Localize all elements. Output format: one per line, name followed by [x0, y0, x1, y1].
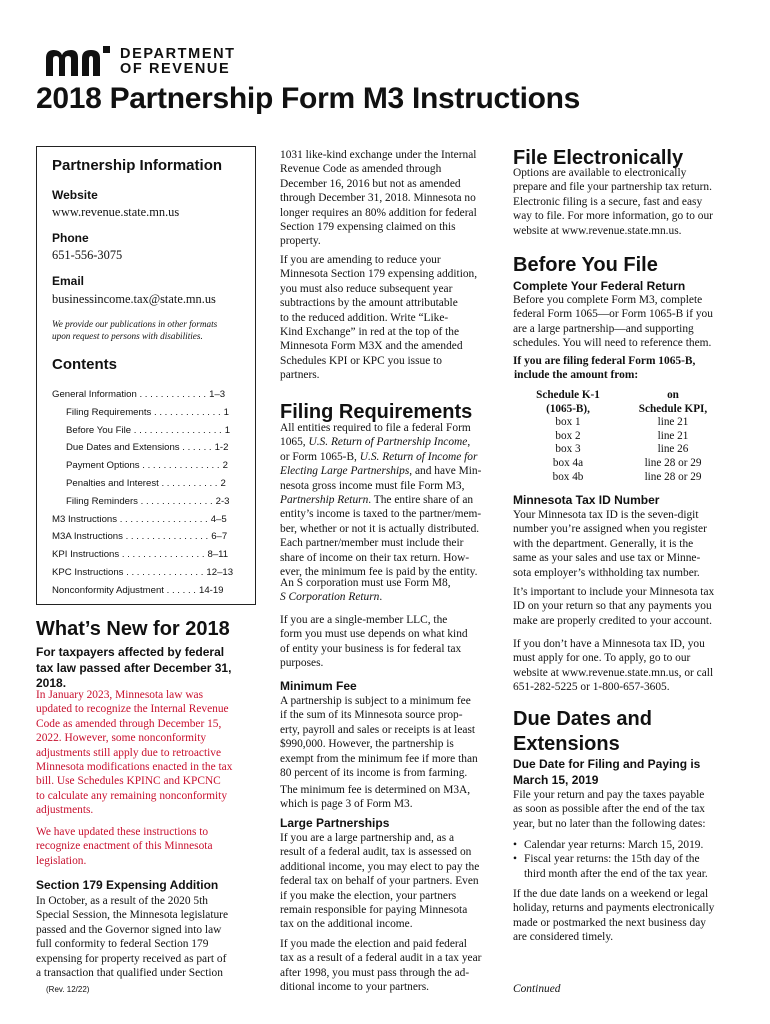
due-date-filing-heading: Due Date for Filing and Paying is March 15, 2019: [513, 757, 701, 787]
text-line: (1065-B),: [546, 402, 590, 415]
text-line: updated to recognize the Internal Revenue: [36, 703, 229, 716]
text-line: Section 179 expensing claimed on this: [280, 221, 456, 234]
file-electronically-paragraph: [513, 166, 713, 238]
page-title: 2018 Partnership Form M3 Instructions: [36, 82, 581, 115]
text-line: Each partner/member must include their: [280, 537, 464, 550]
toc-label: Filing Requirements: [66, 406, 152, 418]
text-line: Minnesota modifications enacted in the tax: [36, 761, 233, 774]
toc-entry[interactable]: [66, 425, 230, 436]
text-line: box 2: [555, 429, 581, 442]
text-line: website at www.revenue.state.mn.us, or call: [513, 666, 714, 679]
tax-id-paragraph: [513, 508, 707, 580]
toc-label: Penalties and Interest: [66, 478, 159, 489]
toc-label: M3 Instructions: [52, 513, 118, 525]
text-line: bill. Use Schedules KPINC and KPCNC: [36, 775, 221, 788]
text-line: Code as amended through December 15,: [36, 717, 222, 730]
logo-text: [120, 47, 236, 77]
toc-dots: . . . . . . . . . . .: [158, 478, 218, 489]
toc-page: 2: [222, 460, 228, 472]
text-line: longer requires an 80% addition for federal: [280, 206, 477, 219]
text-line: December 16, 2016 but not as amended: [280, 177, 461, 190]
toc-dots: . . . . . . . . . . . . . . . . .: [117, 513, 208, 525]
s-corporation-paragraph: [280, 576, 451, 605]
text-line: A partnership is subject to a minimum fee: [280, 695, 471, 707]
toc-page: 2-3: [215, 495, 230, 507]
text-line: which is page 3 of Form M3.: [280, 798, 413, 811]
text-line: federal Form 1065—or Form 1065-B if you: [513, 308, 713, 321]
contents-heading: Contents: [52, 356, 117, 373]
text-line: Electronic filing is a secure, fast and easy: [513, 195, 703, 208]
toc-label: KPC Instructions: [52, 567, 124, 578]
toc-dots: . . . . . . . . . . . . .: [151, 406, 221, 418]
weekend-holiday-paragraph: [513, 887, 714, 945]
text-line: federal tax on behalf of your partners. Even: [280, 875, 479, 888]
text-line: Partnership Return. The entire share of an: [280, 494, 474, 507]
text-line: Schedules KPI or KPC you issue to: [280, 354, 442, 367]
federal-audit-paragraph: [280, 937, 481, 995]
due-date-bullets: [513, 838, 708, 881]
email-label: Email: [52, 274, 85, 288]
text-line: $990,000. However, the partnership is: [280, 738, 454, 751]
toc-page: 4–5: [210, 513, 227, 525]
text-line: If you are amending to reduce your: [280, 254, 441, 266]
text-line: number you’re assigned when you register: [513, 523, 707, 536]
minimum-fee-determined-paragraph: [280, 783, 470, 812]
text-line: Special Session, the Minnesota legislature: [36, 909, 229, 922]
toc-dots: . . . . . . . . . . . . . . .: [123, 567, 204, 578]
text-line: remain responsible for paying Minnesota: [280, 904, 468, 917]
tax-id-heading: Minnesota Tax ID Number: [513, 493, 660, 507]
due-dates-heading: Due Dates and Extensions: [513, 708, 652, 755]
text-line: File your return and pay the taxes payable: [513, 789, 705, 801]
toc-entry[interactable]: [66, 460, 228, 471]
toc-dots: . . . . . .: [163, 584, 196, 596]
text-line: passed and the Governor signed into law: [36, 923, 222, 936]
text-line: third month after the end of the tax year.: [524, 867, 708, 880]
tax-id-apply-paragraph: [513, 637, 713, 695]
text-line: Before you complete Form M3, complete: [513, 294, 703, 306]
text-line: you must also reduce subsequent year: [280, 282, 453, 295]
text-line: with the department. Generally, it is the: [513, 537, 694, 550]
text-line: tax on the additional income.: [280, 918, 413, 931]
phone-label: Phone: [52, 231, 89, 245]
text-line: 2022. However, some nonconformity: [36, 732, 207, 745]
text-line: property.: [280, 235, 321, 248]
toc-dots: . . . . . . . . . . . . . . . . .: [131, 424, 222, 436]
text-line: are considered timely.: [513, 931, 614, 944]
text-line: Kind Exchange” in red at the top of the: [280, 326, 460, 339]
text-line: Fiscal year returns: the 15th day of the: [524, 853, 700, 866]
text-line: subtractions by the amount attributable: [280, 297, 458, 310]
text-line: ever, the minimum fee is paid by the entity.: [280, 566, 478, 579]
toc-dots: . . . . . . . . . . . . . . .: [139, 460, 220, 472]
mn-logo-icon: [44, 46, 112, 78]
text-line: line 21: [657, 416, 689, 429]
conformity-update-paragraph: [36, 688, 232, 818]
text-line: year, but no later than the following dates:: [513, 817, 706, 830]
toc-dots: . . . . . .: [179, 442, 212, 454]
text-line: Options are available to electronically: [513, 167, 687, 179]
text-line: If you don’t have a Minnesota tax ID, you: [513, 638, 705, 650]
text-line: Revenue Code as amended through: [280, 163, 442, 176]
toc-label: Filing Reminders: [66, 495, 138, 507]
text-line: website at www.revenue.state.mn.us.: [513, 224, 682, 237]
tax-id-importance-paragraph: [513, 585, 714, 628]
text-line: if the sum of its Minnesota source prop-: [280, 709, 463, 722]
text-line: as soon as possible after the end of the tax: [513, 803, 706, 816]
text-line: made or postmarked the next business day: [513, 916, 706, 929]
text-line: must apply for one. To apply, go to our: [513, 652, 691, 665]
whats-new-heading: What’s New for 2018: [36, 618, 230, 640]
accessibility-note: We provide our publications in other formats upon request to persons with disabilities.: [52, 319, 218, 341]
toc-dots: . . . . . . . . . . . . . .: [137, 495, 213, 507]
toc-label: Nonconformity Adjustment: [52, 584, 164, 596]
text-line: schedules. You will need to reference them.: [513, 337, 712, 350]
toc-page: 1: [223, 406, 229, 418]
whats-new-subheading: For taxpayers affected by federal tax law passed after December 31, 2018.: [36, 645, 232, 690]
text-line: prepare and file your partnership tax return.: [513, 181, 712, 194]
text-line: partners.: [280, 369, 320, 382]
text-line: 1065, U.S. Return of Partnership Income,: [280, 436, 471, 449]
text-line: In January 2023, Minnesota law was: [36, 689, 204, 701]
revision-date: (Rev. 12/22): [46, 985, 90, 994]
like-kind-paragraph: [280, 148, 477, 249]
toc-page: 8–11: [207, 549, 229, 561]
before-you-file-heading: Before You File: [513, 254, 658, 276]
schedule-kpi-column: [618, 389, 728, 484]
large-partnerships-paragraph: [280, 831, 479, 932]
bullet-item: [513, 852, 708, 881]
text-line: expensing for property received as part of: [36, 952, 227, 965]
complete-federal-return-heading: Complete Your Federal Return: [513, 279, 686, 293]
text-line: if you make the election, your partners: [280, 889, 457, 902]
text-line: If you made the election and paid federal: [280, 938, 467, 950]
text-line: line 28 or 29: [644, 470, 702, 483]
text-line: are a large partnership—and supporting: [513, 322, 694, 335]
text-line: box 4a: [552, 456, 584, 469]
text-line: tax as a result of a federal audit in a tax year: [280, 952, 482, 965]
text-line: through December 31, 2018. Minnesota no: [280, 192, 476, 205]
amending-paragraph: [280, 253, 477, 383]
single-member-llc-paragraph: [280, 613, 468, 671]
toc-entry[interactable]: [52, 531, 227, 542]
department-logo: [44, 46, 236, 78]
toc-page: 12–13: [206, 567, 234, 578]
text-line: Electing Large Partnerships, and have Min-: [280, 465, 482, 478]
text-line: ditional income to your partners.: [280, 981, 429, 994]
bullet-icon: •: [513, 853, 517, 866]
toc-page: 1: [224, 424, 231, 436]
large-partnerships-heading: Large Partnerships: [280, 816, 390, 830]
toc-entry[interactable]: [52, 389, 225, 400]
text-line: Minnesota Section 179 expensing addition,: [280, 268, 478, 281]
text-line: We have updated these instructions to: [36, 826, 209, 838]
toc-dots: . . . . . . . . . . . . .: [136, 389, 207, 400]
text-line: entity’s income is taxed to the partner/mem-: [280, 508, 482, 521]
text-line: a transaction that qualified under Section: [36, 967, 223, 980]
text-line: erty, payroll and sales or receipts is at least: [280, 723, 476, 736]
text-line: result of a federal audit, tax is assessed on: [280, 846, 472, 859]
text-line: 1031 like-kind exchange under the Internal: [280, 149, 477, 161]
filing-requirements-heading: Filing Requirements: [280, 401, 473, 423]
toc-page: 14-19: [198, 584, 224, 596]
text-line: box 4b: [552, 470, 584, 483]
text-line: after 1998, you must pass through the ad-: [280, 966, 470, 979]
text-line: 80 percent of its income is from farming.: [280, 767, 468, 780]
text-line: box 1: [555, 416, 581, 429]
text-line: All entities required to file a federal Form: [280, 422, 471, 434]
text-line: on: [667, 389, 679, 401]
toc-page: 1–3: [209, 389, 226, 400]
logo-line-1: DEPARTMENT: [120, 46, 236, 62]
text-line: An S corporation must use Form M8,: [280, 577, 451, 589]
toc-dots: . . . . . . . . . . . . . . . .: [122, 531, 209, 543]
text-line: ID on your return so that any payments you: [513, 600, 712, 613]
schedule-k1-column: [513, 389, 623, 484]
text-line: sota employer’s withholding tax number.: [513, 566, 700, 579]
text-line: form you must use depends on what kind: [280, 628, 468, 641]
toc-entry[interactable]: [66, 442, 228, 453]
text-line: box 3: [555, 443, 581, 456]
continued-label: Continued: [513, 983, 561, 995]
text-line: line 28 or 29: [644, 456, 702, 469]
text-line: In October, as a result of the 2020 5th: [36, 895, 208, 907]
toc-dots: . . . . . . . . . . . . . . . .: [119, 549, 205, 561]
text-line: The minimum fee is determined on M3A,: [280, 784, 471, 796]
toc-label: Due Dates and Extensions: [66, 442, 180, 454]
toc-label: Before You File: [66, 424, 132, 436]
text-line: way to file. For more information, go to our: [513, 210, 713, 223]
toc-label: M3A Instructions: [52, 531, 123, 543]
text-line: holiday, returns and payments electronically: [513, 902, 715, 915]
bullet-icon: •: [513, 839, 517, 851]
text-line: full conformity to federal Section 179: [36, 938, 209, 951]
bullet-item: [513, 838, 708, 852]
text-line: Schedule K-1: [536, 389, 600, 401]
text-line: If you are a single-member LLC, the: [280, 614, 448, 626]
toc-entry[interactable]: [52, 567, 233, 578]
toc-page: 6–7: [211, 531, 228, 543]
text-line: Minnesota Form M3X and the amended: [280, 340, 463, 353]
toc-label: Payment Options: [66, 460, 140, 472]
logo-line-2: OF REVENUE: [120, 61, 231, 77]
text-line: additional income, you may elect to pay the: [280, 860, 480, 873]
toc-entry[interactable]: [66, 496, 230, 507]
due-date-paragraph: [513, 788, 706, 831]
text-line: recognize enactment of this Minnesota: [36, 840, 213, 853]
text-line: If the due date lands on a weekend or legal: [513, 888, 709, 900]
text-line: or Form 1065-B, U.S. Return of Income for: [280, 450, 478, 463]
website-label: Website: [52, 188, 98, 202]
section-179-heading: Section 179 Expensing Addition: [36, 878, 219, 892]
toc-entry[interactable]: [66, 478, 226, 489]
complete-federal-return-paragraph: [513, 293, 713, 351]
text-line: to calculate any remaining nonconformity: [36, 789, 228, 802]
text-line: Your Minnesota tax ID is the seven-digit: [513, 509, 699, 521]
toc-label: KPI Instructions: [52, 549, 120, 561]
website-value: www.revenue.state.mn.us: [52, 205, 180, 219]
text-line: 651-282-5225 or 1-800-657-3605.: [513, 681, 670, 694]
file-electronically-heading: File Electronically: [513, 147, 684, 169]
text-line: ber, whether or not it is actually distributed.: [280, 522, 480, 535]
text-line: share of income on their tax return. How-: [280, 551, 470, 564]
text-line: make are properly credited to your account.: [513, 614, 712, 627]
text-line: of entity your business is for federal tax: [280, 642, 462, 655]
minimum-fee-heading: Minimum Fee: [280, 679, 357, 693]
text-line: purposes.: [280, 657, 324, 670]
text-line: to the reduced addition. Write “Like-: [280, 311, 449, 324]
toc-entry[interactable]: [52, 514, 227, 525]
partnership-info-heading: Partnership Information: [52, 157, 223, 174]
section-179-paragraph: [36, 894, 228, 980]
toc-entry[interactable]: [52, 549, 228, 560]
text-line: line 26: [657, 443, 689, 456]
form-1065b-note: If you are filing federal Form 1065-B, include the amount from:: [513, 355, 696, 382]
toc-entry[interactable]: [66, 407, 229, 418]
text-line: It’s important to include your Minnesota tax: [513, 586, 715, 598]
toc-entry[interactable]: [52, 585, 224, 596]
text-line: Calendar year returns: March 15, 2019.: [524, 839, 704, 851]
text-line: adjustments.: [36, 804, 94, 817]
text-line: nesota gross income must file Form M3,: [280, 479, 465, 492]
text-line: adjustments still apply due to retroactive: [36, 746, 222, 759]
text-line: line 21: [657, 429, 689, 442]
text-line: If you are a large partnership and, as a: [280, 832, 455, 844]
text-line: exempt from the minimum fee if more than: [280, 752, 478, 765]
filing-requirements-paragraph: [280, 421, 481, 579]
email-value: businessincome.tax@state.mn.us: [52, 292, 216, 306]
toc-page: 2: [220, 478, 226, 489]
text-line: legislation.: [36, 854, 87, 867]
toc-page: 1-2: [214, 442, 229, 454]
instructions-update-paragraph: [36, 825, 213, 868]
text-line: Schedule KPI,: [638, 402, 708, 415]
minimum-fee-paragraph: [280, 694, 478, 780]
text-line: same as your sales and use tax or Minne-: [513, 552, 701, 565]
toc-label: General Information: [52, 389, 137, 400]
text-line: S Corporation Return.: [280, 591, 383, 604]
phone-value: 651-556-3075: [52, 248, 123, 262]
